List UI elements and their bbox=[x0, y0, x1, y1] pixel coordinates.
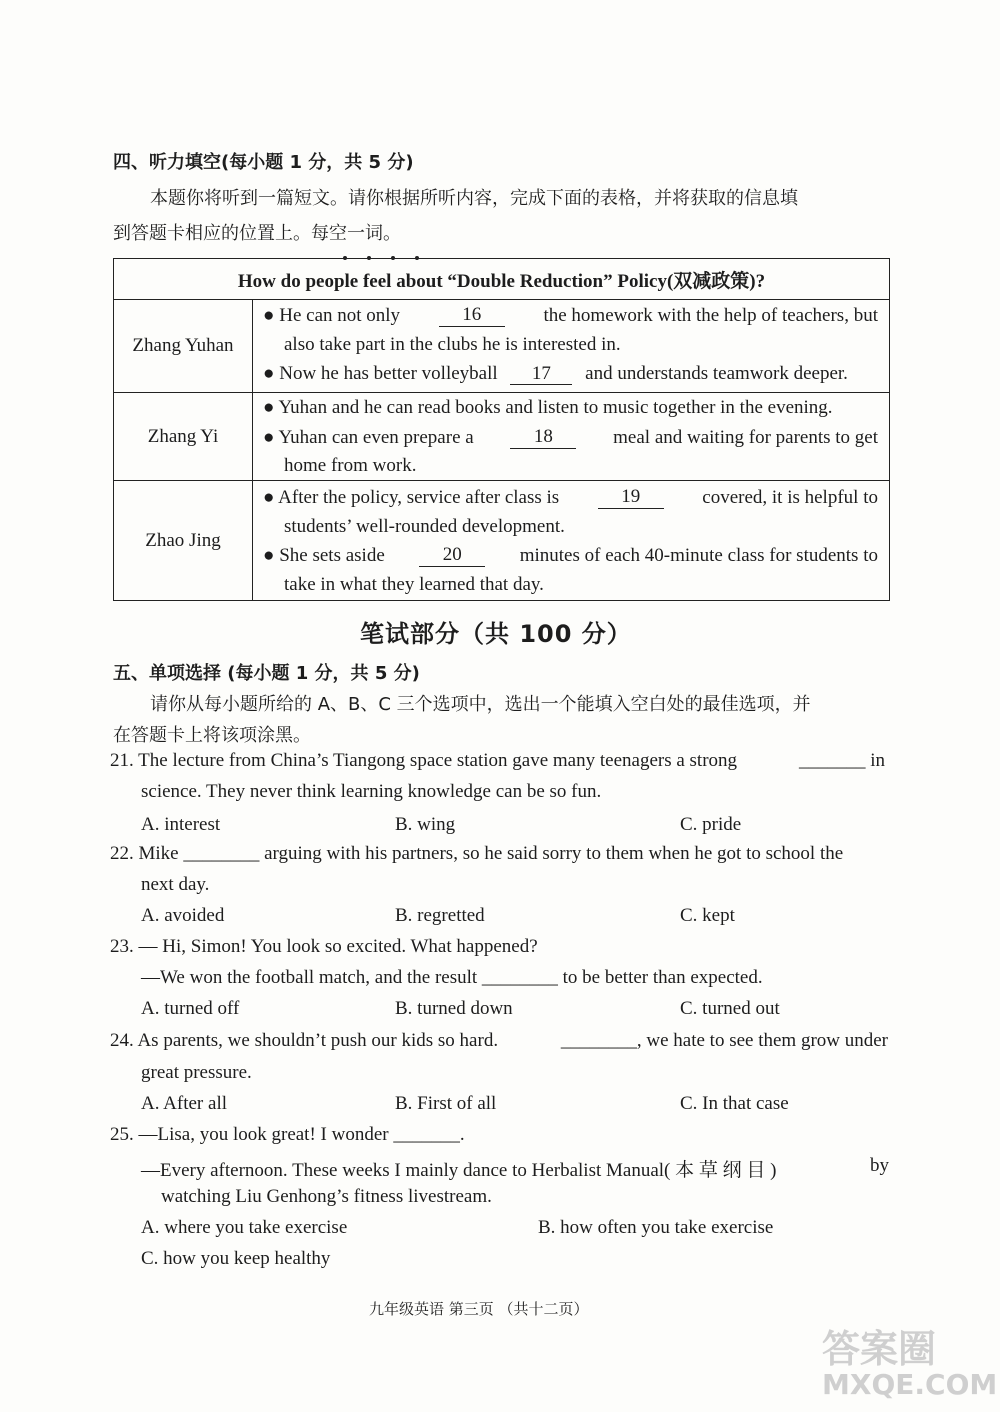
question-line: next day. bbox=[141, 874, 210, 895]
section5-instruction-line2: 在答题卡上将该项涂黑。 bbox=[113, 725, 311, 746]
option-c: C. how you keep healthy bbox=[141, 1248, 331, 1269]
section4-title: 四、听力填空(每小题 1 分，共 5 分) bbox=[113, 152, 414, 173]
question-line: watching Liu Genhong’s fitness livestream. bbox=[161, 1186, 492, 1207]
question-25: 25. —Lisa, you look great! I wonder _______. bbox=[110, 1124, 465, 1145]
blank-20: 20 bbox=[419, 545, 485, 567]
question-24: 24. As parents, we shouldn’t push our kids so hard. ________, we hate to see them grow under bbox=[110, 1030, 888, 1051]
table-row bbox=[114, 393, 890, 481]
option-b: B. regretted bbox=[395, 905, 485, 926]
page-footer: 九年级英语 第三页 （共十二页） bbox=[369, 1300, 589, 1318]
listening-table bbox=[113, 258, 890, 601]
row-line: ● Yuhan can even prepare a 18 meal and waiting for parents to get bbox=[263, 426, 878, 448]
table-header: How do people feel about “Double Reduction” Policy(双减政策)? bbox=[114, 259, 890, 300]
option-a: A. where you take exercise bbox=[141, 1217, 348, 1238]
table-row bbox=[114, 300, 890, 393]
question-line: great pressure. bbox=[141, 1062, 252, 1083]
row-line: ● After the policy, service after class is 19 covered, it is helpful to bbox=[263, 486, 878, 508]
question-21: 21. The lecture from China’s Tiangong space station gave many teenagers a strong _______ in bbox=[110, 750, 885, 771]
written-part-title: 笔试部分（共 100 分） bbox=[360, 620, 632, 648]
row-line: ● Now he has better volleyball 17 and understands teamwork deeper. bbox=[263, 363, 848, 384]
row-line: also take part in the clubs he is interested in. bbox=[284, 334, 621, 355]
row-name: Zhang Yi bbox=[114, 393, 253, 481]
option-c: C. pride bbox=[680, 814, 742, 835]
option-b: B. wing bbox=[395, 814, 456, 835]
option-b: B. First of all bbox=[395, 1093, 497, 1114]
row-line: home from work. bbox=[284, 455, 417, 476]
watermark-logo: 答案圈 bbox=[822, 1327, 937, 1371]
section4-instruction-line1: 本题你将听到一篇短文。请你根据所听内容，完成下面的表格，并将获取的信息填 bbox=[150, 188, 798, 209]
row-name: Zhao Jing bbox=[114, 481, 253, 601]
option-b: B. how often you take exercise bbox=[538, 1217, 774, 1238]
blank-19: 19 bbox=[598, 487, 664, 509]
blank-18: 18 bbox=[510, 427, 576, 449]
row-name: Zhang Yuhan bbox=[114, 300, 253, 393]
option-b: B. turned down bbox=[395, 998, 513, 1019]
question-line: science. They never think learning knowledge can be so fun. bbox=[141, 781, 602, 802]
table-row bbox=[114, 481, 890, 601]
question-line: —We won the football match, and the result ________ to be better than expected. bbox=[141, 967, 763, 988]
option-a: A. After all bbox=[141, 1093, 228, 1114]
row-line: ● She sets aside 20 minutes of each 40-minute class for students to bbox=[263, 544, 878, 566]
option-a: A. interest bbox=[141, 814, 221, 835]
section5-title: 五、单项选择 (每小题 1 分，共 5 分) bbox=[113, 663, 420, 684]
question-line: —Every afternoon. These weeks I mainly dance to Herbalist Manual( 本 草 纲 目 ) by bbox=[141, 1155, 889, 1181]
question-23: 23. — Hi, Simon! You look so excited. What happened? bbox=[110, 936, 538, 957]
option-c: C. In that case bbox=[680, 1093, 789, 1114]
option-a: A. turned off bbox=[141, 998, 240, 1019]
row-line: take in what they learned that day. bbox=[284, 574, 544, 595]
row-line: ● He can not only 16 the homework with the help of teachers, but bbox=[263, 304, 878, 326]
blank-16: 16 bbox=[439, 305, 505, 327]
question-22: 22. Mike ________ arguing with his partners, so he said sorry to them when he got to school the bbox=[110, 843, 844, 864]
blank-17: 17 bbox=[510, 364, 572, 385]
watermark-url: MXQE.COM bbox=[822, 1368, 998, 1401]
row-line: students’ well-rounded development. bbox=[284, 516, 565, 537]
section5-instruction-line1: 请你从每小题所给的 A、B、C 三个选项中，选出一个能填入空白处的最佳选项，并 bbox=[150, 694, 811, 715]
row-line: ● Yuhan and he can read books and listen to music together in the evening. bbox=[263, 397, 833, 418]
option-c: C. kept bbox=[680, 905, 735, 926]
option-a: A. avoided bbox=[141, 905, 225, 926]
section4-instruction-line2: 到答题卡相应的位置上。每空一词。 bbox=[113, 223, 401, 244]
option-c: C. turned out bbox=[680, 998, 780, 1019]
